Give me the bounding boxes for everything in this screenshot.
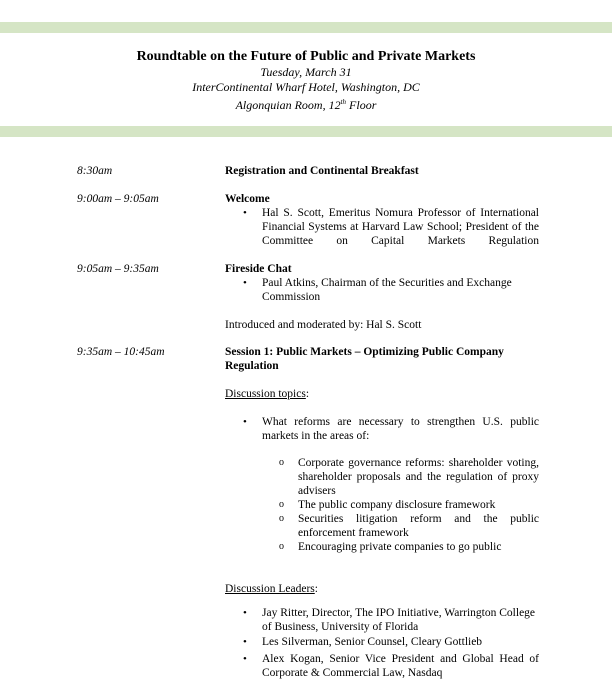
bullet-icon: • [243,207,247,219]
sub-topic: Encouraging private companies to go public [298,541,502,553]
agenda-title: Fireside Chat [225,263,292,275]
document-header [0,49,612,113]
agenda-time: 9:35am – 10:45am [77,346,165,358]
bullet-icon: • [243,277,247,289]
room-suffix: Floor [346,98,377,112]
bullet-icon: • [243,636,247,648]
topics-colon: : [305,388,310,400]
sub-topic: The public company disclosure framework [298,499,496,511]
topics-heading [225,387,539,401]
leaders-heading [225,582,539,596]
speaker-item: Paul Atkins, Chairman of the Securities and Exchange Commission [262,277,512,303]
leaders-label: Discussion Leaders [225,583,315,595]
agenda-time: 9:00am – 9:05am [77,193,159,205]
sub-bullet-icon: o [279,541,284,552]
event-venue: InterContinental Wharf Hotel, Washington, DC [192,80,420,94]
speaker-item: Hal S. Scott, Emeritus Nomura Professor of International Financial Systems at Harvard Law School; President of the Committee on Capital Markets Regulation [262,207,539,247]
room-prefix: Algonquian Room, 12 [235,98,341,112]
event-title: Roundtable on the Future of Public and Private Markets [136,49,476,64]
bullet-icon: • [243,653,247,665]
leader-item: Les Silverman, Senior Counsel, Cleary Gottlieb [262,636,483,648]
sub-bullet-icon: o [279,513,284,524]
agenda-time: 8:30am [77,165,113,177]
moderator-note: Introduced and moderated by: Hal S. Scott [225,319,422,331]
event-room [0,95,612,113]
leader-item: Jay Ritter, Director, The IPO Initiative, Warrington College of Business, University of Florida [262,607,536,633]
room-sup: th [340,98,347,106]
leaders-colon: : [314,583,318,595]
bullet-icon: • [243,416,247,428]
agenda-title: Session 1: Public Markets – Optimizing Public Company Regulation [225,346,504,372]
event-date: Tuesday, March 31 [260,65,352,79]
sub-bullet-icon: o [279,499,284,510]
header-band-top [0,22,612,33]
sub-topic: Corporate governance reforms: shareholder voting, shareholder proposals and the regulation of proxy advisers [298,457,539,497]
topics-label: Discussion topics [225,388,306,400]
bullet-icon: • [243,607,247,619]
header-band-bottom [0,126,612,137]
agenda-title: Welcome [225,193,270,205]
leader-item: Alex Kogan, Senior Vice President and Global Head of Corporate & Commercial Law, Nasdaq [262,653,539,679]
sub-bullet-icon: o [279,457,284,468]
topic-question: What reforms are necessary to strengthen U.S. public markets in the areas of: [262,416,539,442]
agenda-time: 9:05am – 9:35am [77,263,159,275]
agenda-title: Registration and Continental Breakfast [225,165,419,177]
sub-topic: Securities litigation reform and the public enforcement framework [298,513,539,539]
